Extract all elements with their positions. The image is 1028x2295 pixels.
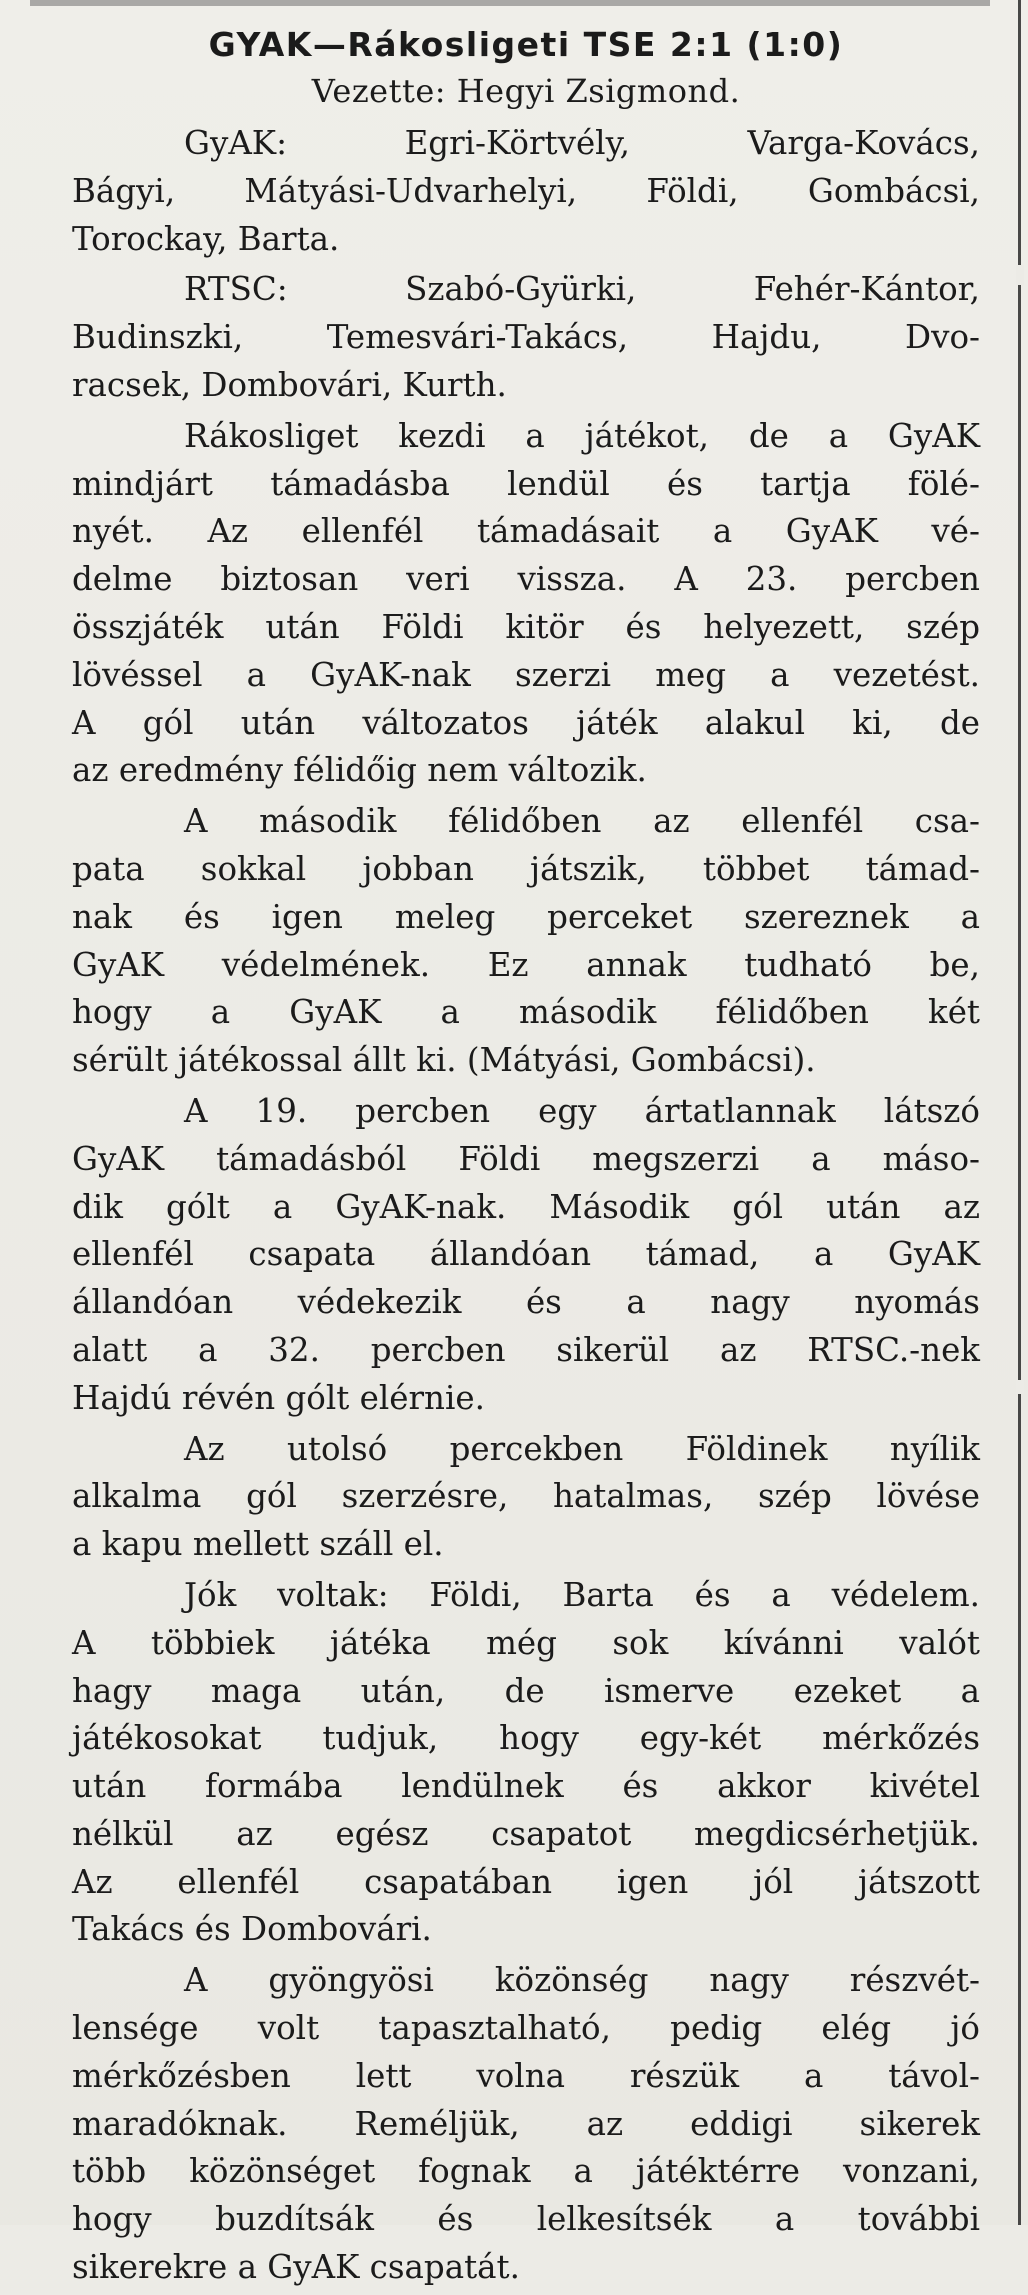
text-line: A második félidőben az ellenfél csa- xyxy=(184,802,980,841)
text-line: nak és igen meleg perceket szereznek a xyxy=(72,897,980,936)
text-line: játékosokat tudjuk, hogy egy-két mérkőzés xyxy=(72,1719,980,1758)
match-headline: GYAK—Rákosligeti TSE 2:1 (1:0) xyxy=(208,25,844,64)
text-line: Hajdú révén gólt elérnie. xyxy=(72,1378,485,1417)
text-line: a kapu mellett száll el. xyxy=(72,1525,444,1564)
text-line: Rákosliget kezdi a játékot, de a GyAK xyxy=(184,416,980,455)
text-line: alatt a 32. percben sikerül az RTSC.-nek xyxy=(72,1330,980,1369)
article-paragraph xyxy=(72,413,980,795)
text-line: maradóknak. Reméljük, az eddigi sikerek xyxy=(72,2104,980,2143)
text-line: RTSC: Szabó-Gyürki, Fehér-Kántor, xyxy=(184,270,980,309)
text-line: nyét. Az ellenfél támadásait a GyAK vé- xyxy=(72,512,980,551)
text-line: Jók voltak: Földi, Barta és a védelem. xyxy=(184,1575,980,1614)
text-line: Budinszki, Temesvári-Takács, Hajdu, Dvo- xyxy=(72,318,980,357)
text-line: nélkül az egész csapatot megdicsérhetjük. xyxy=(72,1814,980,1853)
text-line: több közönséget fognak a játéktérre vonzani, xyxy=(72,2152,980,2191)
text-line: sikerekre a GyAK csapatát. xyxy=(72,2248,520,2287)
text-line: sérült játékossal állt ki. (Mátyási, Gombácsi). xyxy=(72,1041,816,1080)
top-rule xyxy=(30,0,990,6)
text-line: állandóan védekezik és a nagy nyomás xyxy=(72,1283,980,1322)
text-line: alkalma gól szerzésre, hatalmas, szép lövése xyxy=(72,1477,980,1516)
article-paragraph xyxy=(72,266,980,409)
text-line: GyAK támadásból Földi megszerzi a máso- xyxy=(72,1139,980,1178)
text-line: hagy maga után, de ismerve ezeket a xyxy=(72,1671,980,1710)
text-line: hogy buzdítsák és lelkesítsék a további xyxy=(72,2200,980,2239)
text-line: mérkőzésben lett volna részük a távol- xyxy=(72,2056,980,2095)
text-line: mindjárt támadásba lendül és tartja fölé- xyxy=(72,464,980,503)
text-line: Torockay, Barta. xyxy=(72,219,340,258)
article-body xyxy=(72,120,980,2292)
text-line: A gyöngyösi közönség nagy részvét- xyxy=(184,1961,980,2000)
article-paragraph xyxy=(72,120,980,263)
article-paragraph xyxy=(72,1572,980,1954)
text-line: GyAK: Egri-Körtvély, Varga-Kovács, xyxy=(184,124,980,162)
article-paragraph xyxy=(72,1957,980,2292)
referee-line: Vezette: Hegyi Zsigmond. xyxy=(311,72,741,110)
text-line: dik gólt a GyAK-nak. Második gól után az xyxy=(72,1187,980,1226)
column-rule xyxy=(1018,0,1021,2225)
column-rule-gap xyxy=(1016,265,1024,285)
sports-report xyxy=(72,22,980,2295)
text-line: lövéssel a GyAK-nak szerzi meg a vezetést. xyxy=(72,655,980,694)
text-line: ellenfél csapata állandóan támad, a GyAK xyxy=(72,1235,980,1274)
text-line: lensége volt tapasztalható, pedig elég jó xyxy=(72,2009,980,2048)
text-line: GyAK védelmének. Ez annak tudható be, xyxy=(72,945,980,984)
text-line: racsek, Dombovári, Kurth. xyxy=(72,365,507,404)
text-line: pata sokkal jobban játszik, többet támad- xyxy=(72,849,980,888)
article-paragraph xyxy=(72,1426,980,1569)
article-paragraph xyxy=(72,1088,980,1423)
text-line: hogy a GyAK a második félidőben két xyxy=(72,993,980,1032)
text-line: Az utolsó percekben Földinek nyílik xyxy=(184,1429,980,1468)
text-line: A többiek játéka még sok kívánni valót xyxy=(72,1623,980,1662)
article-paragraph xyxy=(72,798,980,1085)
text-line: Az ellenfél csapatában igen jól játszott xyxy=(72,1862,980,1901)
text-line: Bágyi, Mátyási-Udvarhelyi, Földi, Gombácsi, xyxy=(72,171,980,210)
text-line: az eredmény félidőig nem változik. xyxy=(72,751,647,790)
text-line: után formába lendülnek és akkor kivétel xyxy=(72,1767,980,1806)
text-line: delme biztosan veri vissza. A 23. percben xyxy=(72,560,980,599)
text-line: Takács és Dombovári. xyxy=(72,1910,432,1949)
text-line: A 19. percben egy ártatlannak látszó xyxy=(184,1091,980,1130)
text-line: összjáték után Földi kitör és helyezett, szép xyxy=(72,607,980,646)
text-line: A gól után változatos játék alakul ki, de xyxy=(72,703,980,742)
column-rule-gap xyxy=(1016,1380,1024,1394)
